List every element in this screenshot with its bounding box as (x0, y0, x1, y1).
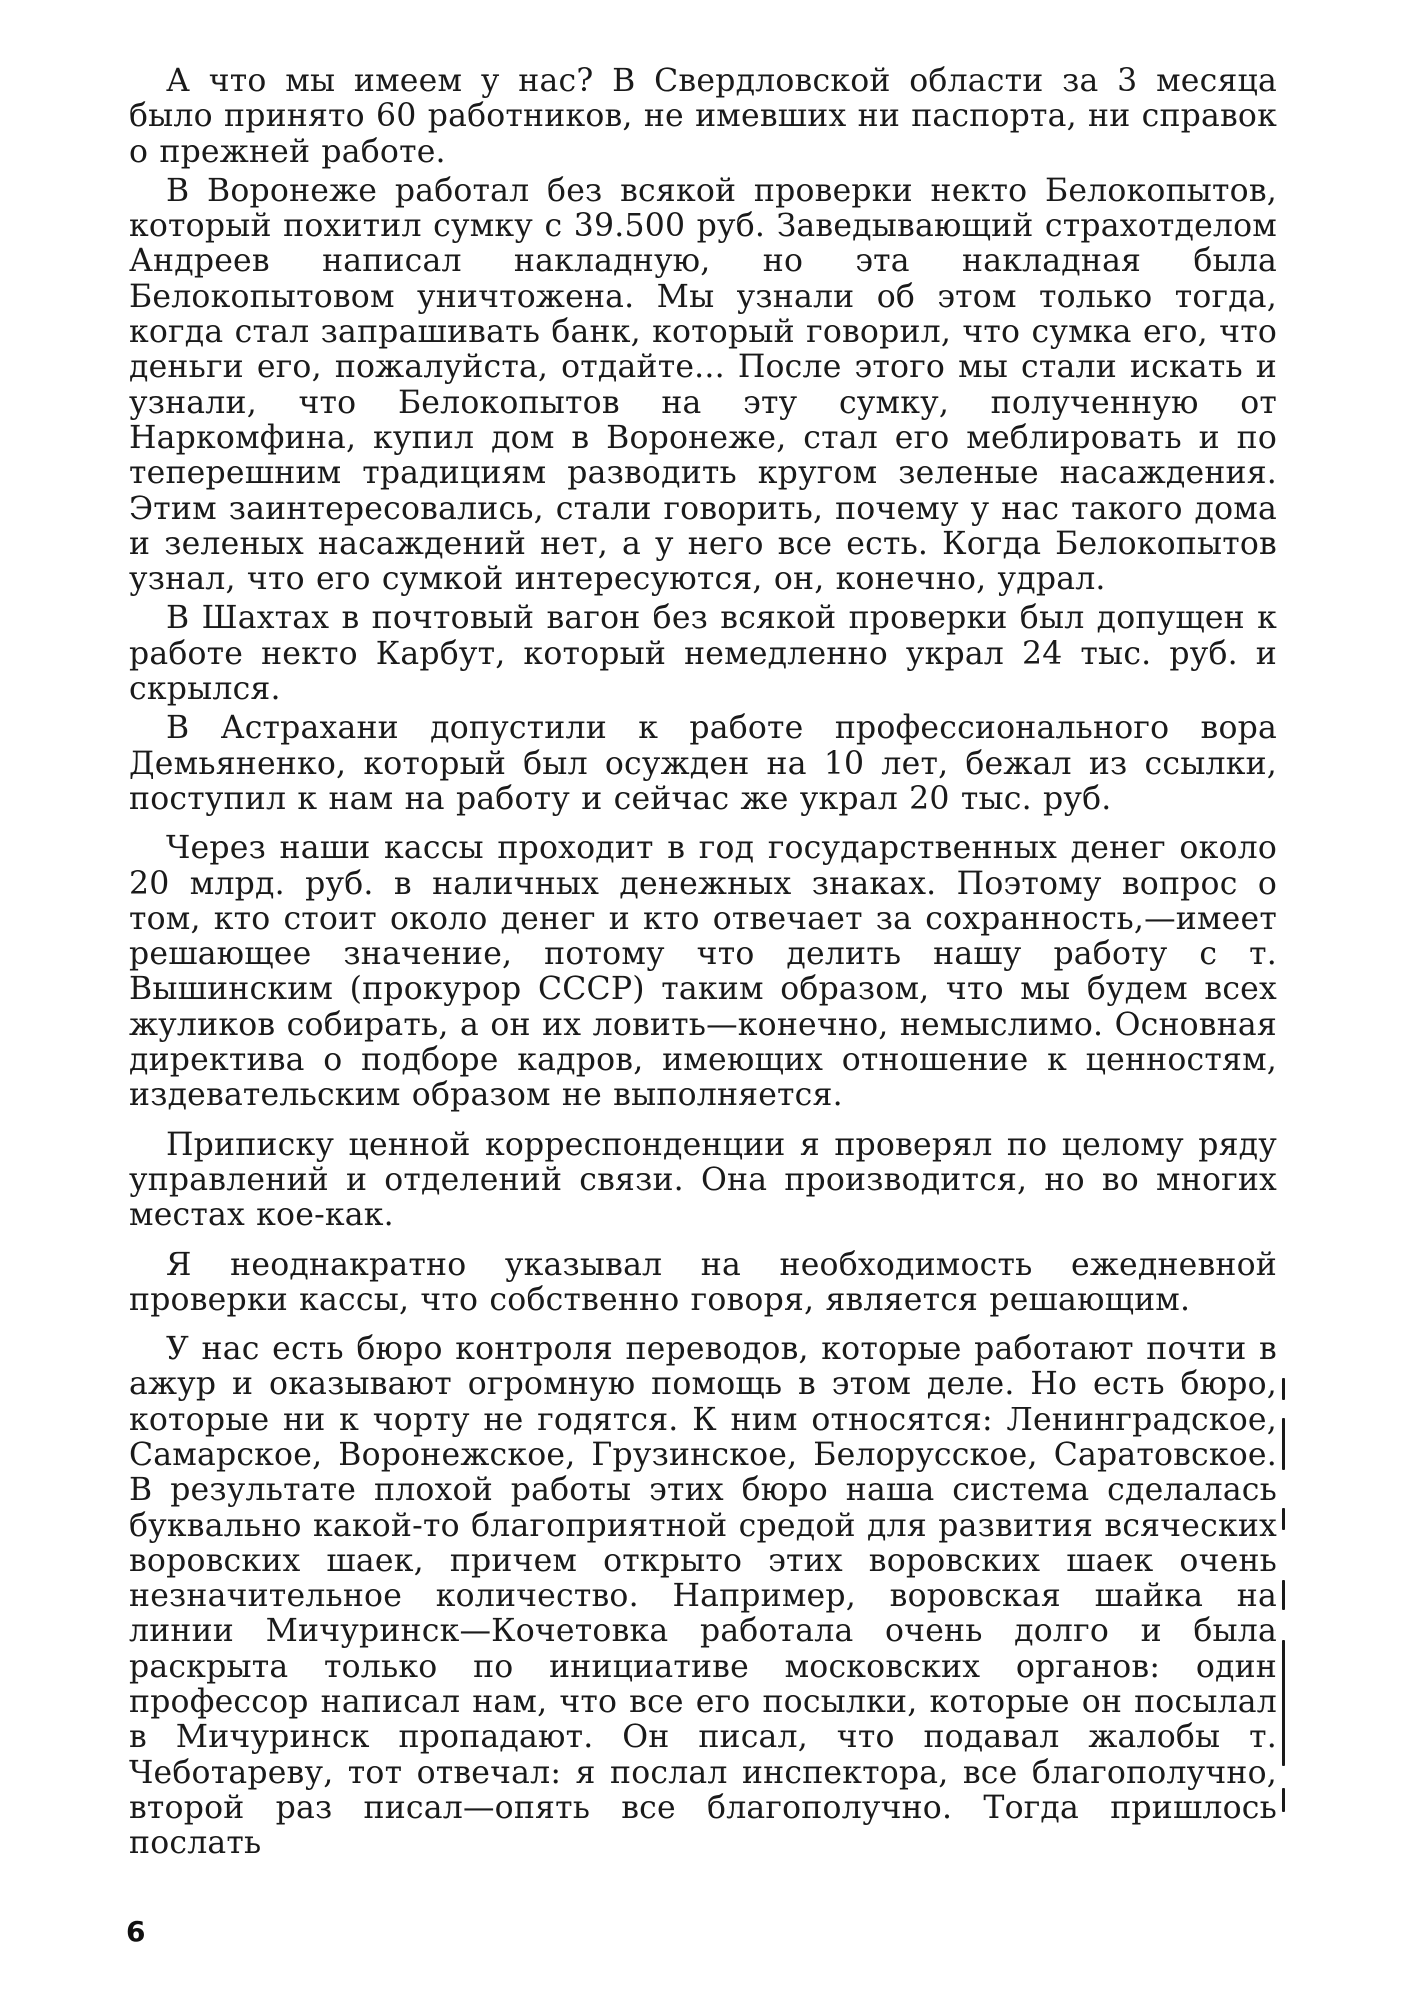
page-number: 6 (126, 1915, 146, 1948)
paragraph-sverdlovsk: А что мы имеем у нас? В Свердловской области за 3 месяца было принято 60 работников, не имевших ни паспорта, ни справок о прежней работе. (129, 63, 1277, 170)
margin-line-mark (1282, 1378, 1285, 1400)
paragraph-astrakhan: В Астрахани допустили к работе профессионального вора Демьяненко, который был осужден на 10 лет, бежал из ссылки, поступил к нам на работу и сейчас же украл 20 тыс. руб. (129, 710, 1277, 817)
margin-line-mark (1282, 1788, 1285, 1812)
paragraph-transfer-bureaus: У нас есть бюро контроля переводов, которые работают почти в ажур и оказывают огромную помощь в этом деле. Но есть бюро, которые ни к чорту не годятся. К ним относятся: Ленинградское, Самарское, Воронежское, Грузинское, Белорусское, Саратовское. В результате плохой работы этих бюро наша система сделалась буквально какой-то благоприятной средой для развития всяческих воровских шаек, причем открыто этих воровских шаек очень незначительное количество. Например, воровская шайка на линии Мичуринск—Кочетовка работала очень долго и была раскрыта только по инициативе московских органов: один профессор написал нам, что все его посылки, которые он посылал в Мичуринск пропадают. Он писал, что подавал жалобы т. Чеботареву, тот отвечал: я послал инспектора, все благополучно, второй раз писал—опять все благополучно. Тогда пришлось послать (129, 1331, 1277, 1862)
margin-line-mark (1282, 1418, 1285, 1470)
margin-line-mark (1282, 1580, 1285, 1610)
paragraph-cash-offices: Через наши кассы проходит в год государственных денег около 20 млрд. руб. в наличных денежных знаках. Поэтому вопрос о том, кто стоит около денег и кто отвечает за сохранность,—имеет решающее значение, потому что делить нашу работу с т. Вышинским (прокурор СССР) таким образом, что мы будем всех жуликов собирать, а он их ловить—конечно, немыслимо. Основная директива о подборе кадров, имеющих отношение к ценностям, издевательским образом не выполняется. (129, 830, 1277, 1114)
paragraph-voronezh: В Воронеже работал без всякой проверки некто Белокопытов, который похитил сумку с 39.500 руб. Заведывающий страхотделом Андреев написал накладную, но эта накладная была Белокопытовом уничтожена. Мы узнали об этом только тогда, когда стал запрашивать банк, который говорил, что сумка его, что деньги его, пожалуйста, отдайте... После этого мы стали искать и узнали, что Белокопытов на эту сумку, полученную от Наркомфина, купил дом в Воронеже, стал его меблировать и по теперешним традициям разводить кругом зеленые насаждения. Этим заинтересовались, стали говорить, почему у нас такого дома и зеленых насаждений нет, а у него все есть. Когда Белокопытов узнал, что его сумкой интересуются, он, конечно, удрал. (129, 172, 1277, 598)
margin-line-mark (1282, 1508, 1285, 1530)
paragraph-cash-check: Я неоднакратно указывал на необходимость ежедневной проверки кассы, что собственно говоря, является решающим. (129, 1246, 1277, 1318)
margin-line-mark (1282, 1640, 1285, 1766)
paragraph-valuable-mail: Приписку ценной корреспонденции я проверял по целому ряду управлений и отделений связи. Она производится, но во многих местах кое-как. (129, 1126, 1277, 1234)
paragraph-shakhty: В Шахтах в почтовый вагон без всякой проверки был допущен к работе некто Карбут, который немедленно украл 24 тыс. руб. и скрылся. (129, 600, 1277, 708)
body-text (129, 64, 1277, 1862)
